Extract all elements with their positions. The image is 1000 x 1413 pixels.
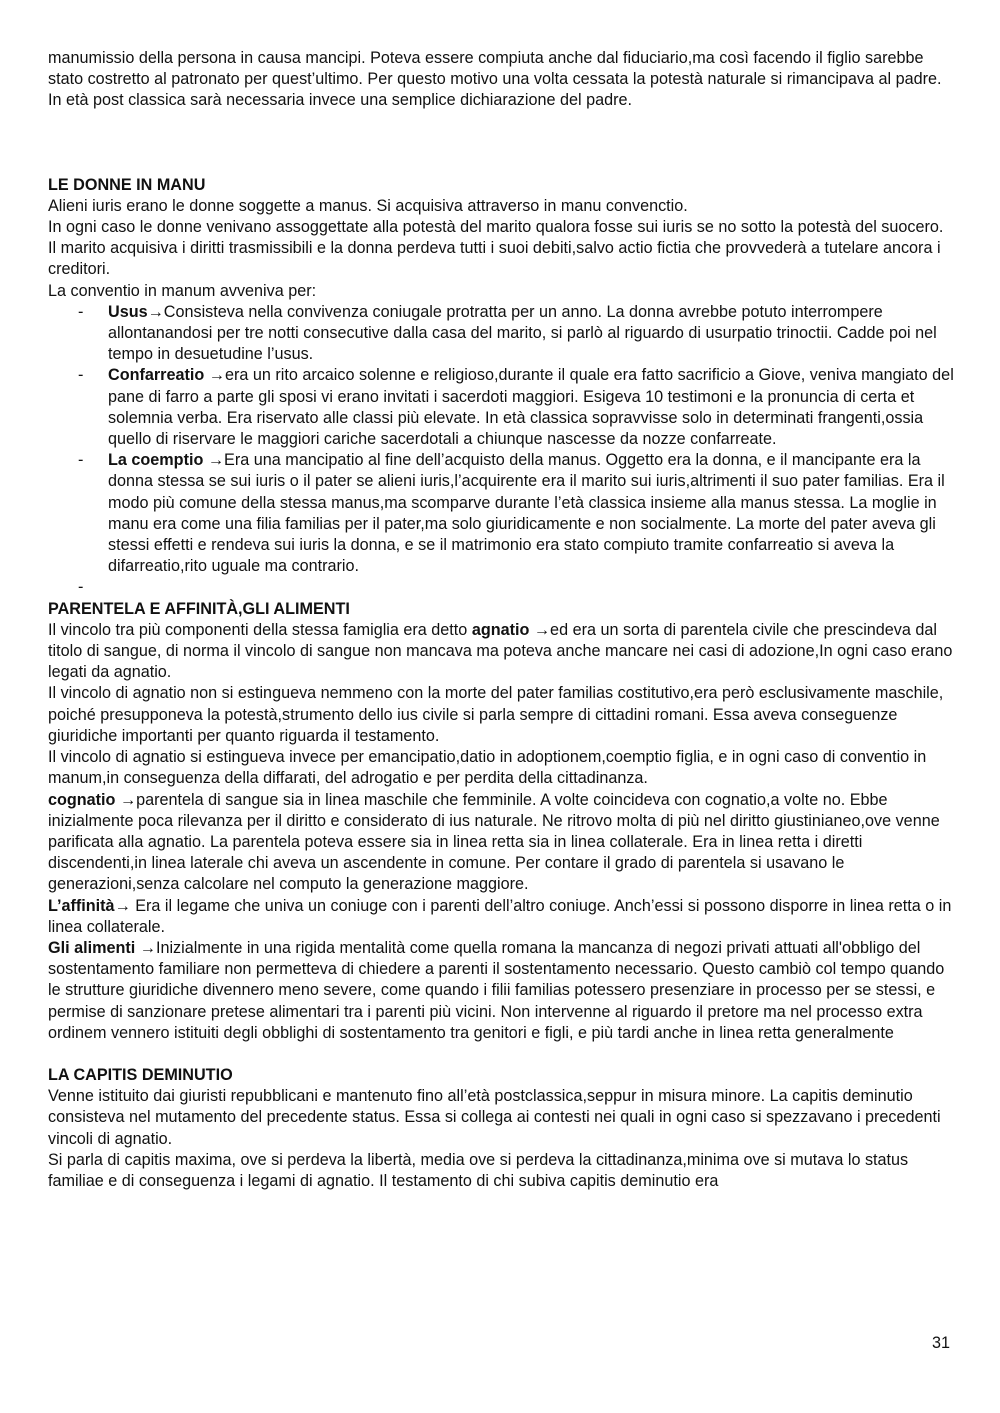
section-capitis-deminutio xyxy=(48,1065,954,1192)
page-number: 31 xyxy=(931,1334,950,1352)
section-heading: LA CAPITIS DEMINUTIO xyxy=(48,1065,233,1084)
paragraph xyxy=(48,620,954,684)
list-text: era un rito arcaico solenne e religioso,durante il quale era fatto sacrificio a Giove, veniva mangiato del pane di farro a parte gli sposi vi erano invitati i sacerdoti maggiori. Esigeva 10 testimoni e la pronuncia di certa et solemnia verba. Era riservato alle classi più elevate. In età classica sopravvisse solo in determinati frangenti,ossia quello di riservare le maggiori cariche sacerdotali a chiunque nascesse da nozze confarreate. xyxy=(108,366,954,449)
paragraph xyxy=(48,938,954,1044)
term: L’affinità xyxy=(48,896,115,915)
text-run: →Inizialmente in una rigida mentalità come quella romana la mancanza di negozi privati attuati all'obbligo del sostentamento familiare non permetteva di chiedere a parenti il sostentamento necessario. Questo cambiò col tempo quando le strutture giuridiche divennero meno severe, come quando i filii familias potessero presenziare in processo per se stessi, e permise di sanzionare pretese alimentari tra i parenti più vicini. Non intervenne al riguardo il pretore ma nel processo extra ordinem vennero istituiti degli obblighi di sostentamento tra genitori e figli, e più tardi anche in linea retta generalmente xyxy=(48,938,945,1042)
text-run: →ed era un sorta di parentela civile che prescindeva dal titolo di sangue, di norma il vincolo di sangue non mancava ma poteva anche mancare nei casi di adozione,In ogni caso erano legati da agnatio. xyxy=(48,620,953,682)
document-page xyxy=(48,48,954,1192)
paragraph xyxy=(48,790,954,896)
arrow: → xyxy=(204,366,225,385)
list-term: Usus xyxy=(108,302,148,321)
list-item xyxy=(48,302,954,366)
dash-bullet: - xyxy=(78,451,84,470)
list-text: Consisteva nella convivenza coniugale protratta per un anno. La donna avrebbe potuto interrompere allontanandosi per tre notti consecutive dalla casa del marito, si parlò al riguardo di usurpatio trinoctii. Cadde poi nel tempo in desuetudine l’usus. xyxy=(108,302,937,364)
paragraph: In ogni caso le donne venivano assoggettate alla potestà del marito qualora fosse sui iuris se no sotto la potestà del suocero. xyxy=(48,218,944,237)
list-item xyxy=(48,450,954,577)
list-text: Era una mancipatio al fine dell’acquisto della manus. Oggetto era la donna, e il mancipante era la donna stessa se sui iuris o il pater se alieni iuris,l’acquirente era il marito sui iuris,altrimenti il suo pater familias. Era il modo più comune della stessa manus,ma scomparve durante l’età classica insieme alla manus stessa. La moglie in manu era come una filia familias per il pater,ma solo giuridicamente e non socialmente. La morte del pater aveva gli stessi effetti e rendeva sui iuris la donna, e se il matrimonio era stato compiuto tramite confarreatio si aveva la difarreatio,rito uguale ma contrario. xyxy=(108,451,945,576)
section-heading: LE DONNE IN MANU xyxy=(48,175,206,194)
paragraph: Il vincolo di agnatio non si estingueva nemmeno con la morte del pater familias costitutivo,era però esclusivamente maschile, poiché presupponeva la potestà,strumento dello ius civile si parla sempre di cittadini romani. Essa aveva conseguenze giuridiche importanti per quanto riguarda il testamento. xyxy=(48,684,944,745)
paragraph: Alieni iuris erano le donne soggette a manus. Si acquisiva attraverso in manu convenctio. xyxy=(48,196,688,215)
term: agnatio xyxy=(471,620,530,639)
paragraph: Il vincolo di agnatio si estingueva invece per emancipatio,datio in adoptionem,coemptio figlia, e in ogni caso di conventio in manum,in conseguenza della diffarati, del adrogatio e per perdita della cittadinanza. xyxy=(48,748,927,788)
paragraph: Si parla di capitis maxima, ove si perdeva la libertà, media ove si perdeva la cittadinanza,minima ove si mutava lo status familiae e di conseguenza i legami di agnatio. Il testamento di chi subiva capitis deminutio era xyxy=(48,1150,909,1190)
section-heading: PARENTELA E AFFINITÀ,GLI ALIMENTI xyxy=(48,599,350,618)
text-run: Il vincolo tra più componenti della stessa famiglia era detto xyxy=(48,620,472,639)
term: cognatio xyxy=(48,790,116,809)
dash-bullet: - xyxy=(78,366,84,385)
paragraph xyxy=(48,896,954,938)
list-term: La coemptio xyxy=(108,451,204,470)
term: Gli alimenti xyxy=(48,938,136,957)
paragraph: Il marito acquisiva i diritti trasmissibili e la donna perdeva tutti i suoi debiti,salvo actio fictia che provvederà a tutelare ancora i creditori. xyxy=(48,239,941,279)
section-donne-in-manu xyxy=(48,175,954,599)
arrow: → xyxy=(147,302,164,321)
spacer xyxy=(48,1044,954,1065)
section-parentela xyxy=(48,599,954,1044)
dash-bullet: - xyxy=(78,302,84,321)
dash-bullet: - xyxy=(78,578,84,597)
arrow: → xyxy=(203,451,225,470)
intro-paragraph: manumissio della persona in causa mancipi. Poteva essere compiuta anche dal fiduciario,ma così facendo il figlio sarebbe stato costretto al patronato per quest’ultimo. Per questo motivo una volta cessata la potestà naturale si rimancipava al padre. In età post classica sarà necessaria invece una semplice dichiarazione del padre. xyxy=(48,49,942,110)
list-term: Confarreatio xyxy=(108,366,205,385)
text-run: → Era il legame che univa un coniuge con i parenti dell’altro coniuge. Anch’essi si possono disporre in linea retta o in linea collaterale. xyxy=(48,896,952,936)
conventio-list xyxy=(48,302,954,599)
paragraph: La conventio in manum avveniva per: xyxy=(48,281,317,300)
list-item-empty xyxy=(48,577,954,598)
text-run: →parentela di sangue sia in linea maschile che femminile. A volte coincideva con cognatio,a volte no. Ebbe inizialmente poca rilevanza per il diritto e considerato di ius naturale. Ne ritrovo molta di più nel diritto giustinianeo,ove venne parificata alla agnatio. La parentela poteva essere sia in linea retta sia in linea collaterale. Era in linea retta i diretti discendenti,in linea laterale chi aveva un ascendente in comune. Per contare il grado di parentela si usavano le generazioni,senza calcolare nel computo la generazione maggiore. xyxy=(48,790,940,894)
spacer xyxy=(48,112,954,175)
paragraph: Venne istituito dai giuristi repubblicani e mantenuto fino all’età postclassica,seppur in misura minore. La capitis deminutio consisteva nel mutamento del precedente status. Essa si collega ai contesti nei quali in ogni caso si spezzavano i precedenti vincoli di agnatio. xyxy=(48,1087,941,1148)
list-item xyxy=(48,365,954,450)
